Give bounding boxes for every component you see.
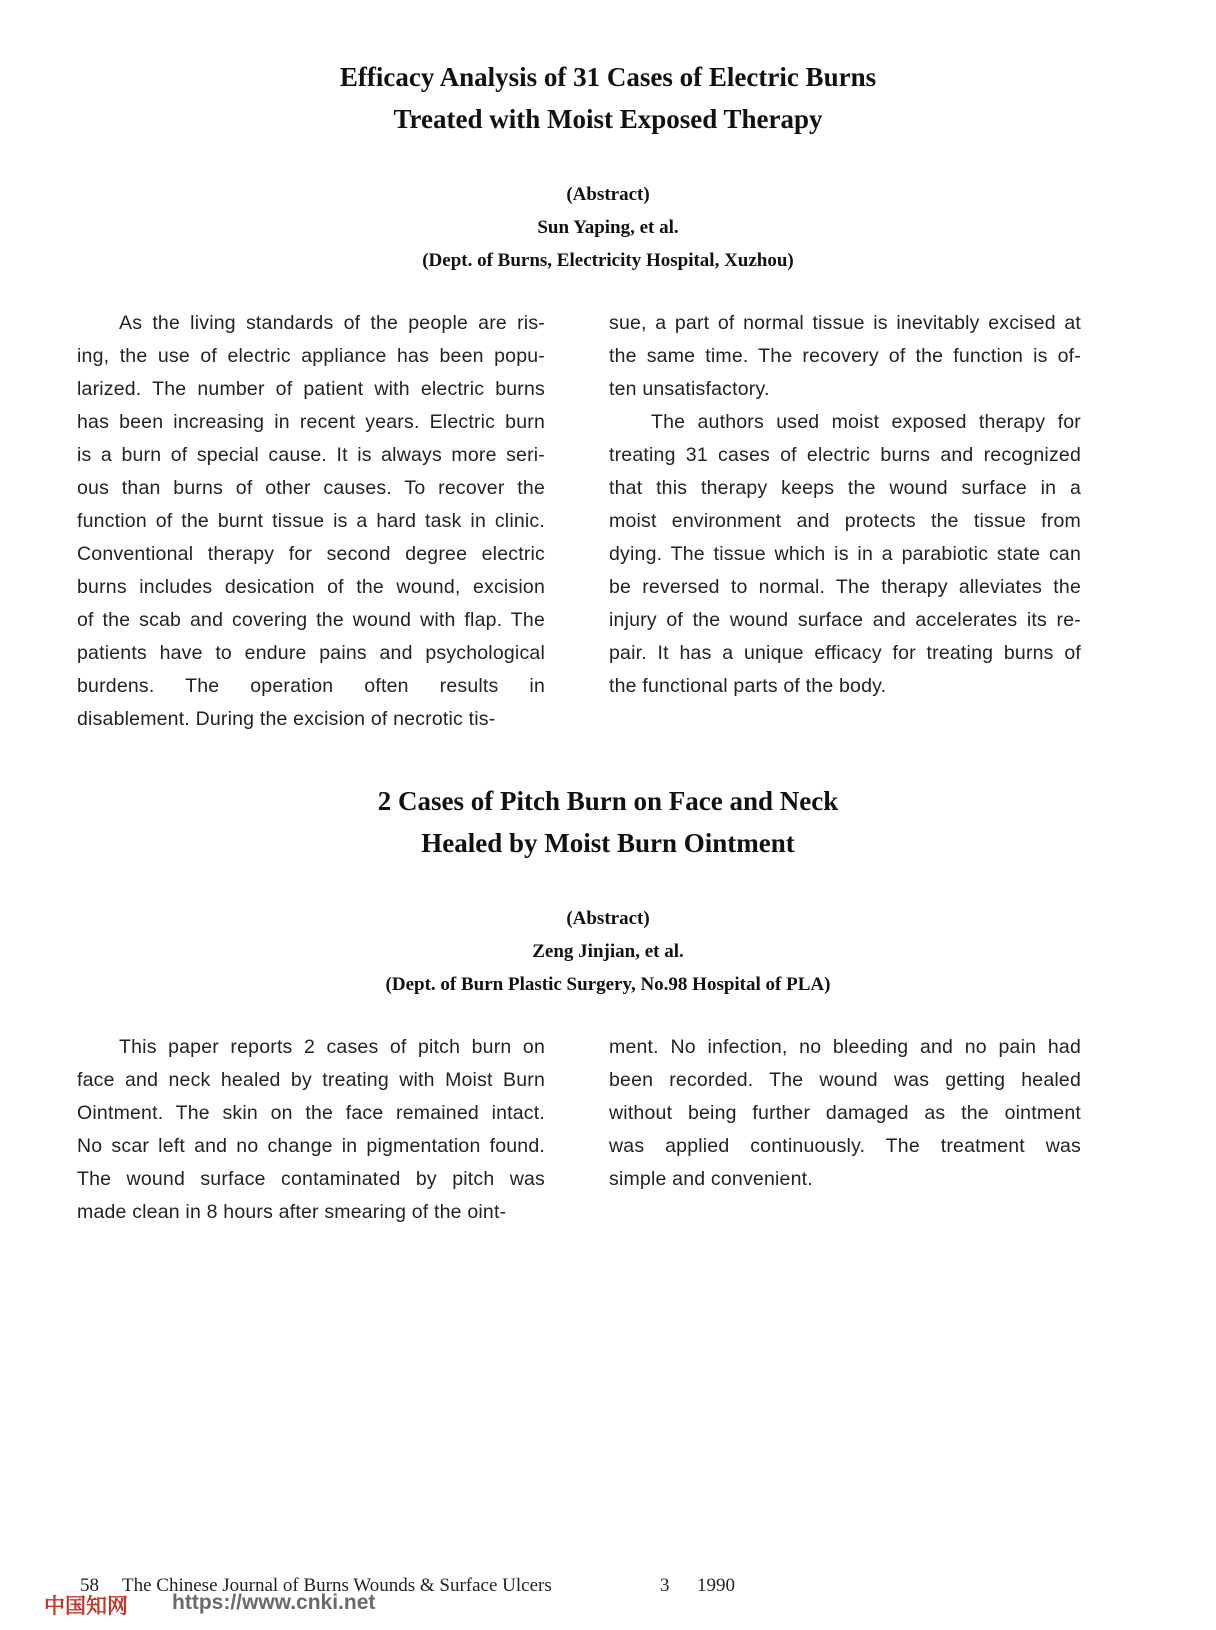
article1-right-column <box>609 307 1081 703</box>
article2-right-column <box>609 1031 1081 1196</box>
text-line: is a burn of special cause. It is always more seri- <box>77 444 545 466</box>
text-line: was applied continuously. The treatment was <box>609 1135 1081 1157</box>
text-line: ing, the use of electric appliance has been popu- <box>77 345 545 367</box>
text-line: moist environment and protects the tissue from <box>609 510 1081 532</box>
issue-number: 3 <box>660 1575 670 1596</box>
article2-label: (Abstract) <box>566 908 650 929</box>
article2-header <box>0 902 1216 1001</box>
text-line: the functional parts of the body. <box>609 675 887 697</box>
text-line: ous than burns of other causes. To recover the <box>77 477 545 499</box>
text-line: made clean in 8 hours after smearing of the oint- <box>77 1201 507 1223</box>
journal-name: The Chinese Journal of Burns Wounds & Surface Ulcers <box>122 1575 552 1596</box>
text-line: injury of the wound surface and accelerates its re- <box>609 609 1081 631</box>
text-line: sue, a part of normal tissue is inevitably excised at <box>609 312 1081 334</box>
article2-author: Zeng Jinjian, et al. <box>532 941 684 962</box>
text-line: function of the burnt tissue is a hard task in clinic. <box>77 510 545 532</box>
text-line: Conventional therapy for second degree electric <box>77 543 545 565</box>
text-line: larized. The number of patient with electric burns <box>77 378 545 400</box>
text-line: The wound surface contaminated by pitch was <box>77 1168 545 1190</box>
page-number: 58 <box>80 1575 99 1596</box>
text-line: This paper reports 2 cases of pitch burn on <box>119 1036 545 1058</box>
issue-year: 1990 <box>697 1575 735 1596</box>
text-line: the same time. The recovery of the function is of- <box>609 345 1081 367</box>
article1-header <box>0 178 1216 277</box>
article2-title-line2: Healed by Moist Burn Ointment <box>421 828 795 858</box>
text-line: As the living standards of the people are ris- <box>119 312 545 334</box>
article1-label: (Abstract) <box>566 184 650 205</box>
text-line: dying. The tissue which is in a parabiotic state can <box>609 543 1081 565</box>
text-line: burns includes desication of the wound, excision <box>77 576 545 598</box>
text-line: treating 31 cases of electric burns and recognized <box>609 444 1081 466</box>
text-line: burdens. The operation often results in <box>77 675 545 697</box>
article2-left-column <box>77 1031 545 1229</box>
text-line: pair. It has a unique efficacy for treating burns of <box>609 642 1081 664</box>
cnki-logo: 中国知网 <box>44 1594 128 1618</box>
article1-affiliation: (Dept. of Burns, Electricity Hospital, Xuzhou) <box>422 250 794 271</box>
text-line: disablement. During the excision of necrotic tis- <box>77 708 496 730</box>
article1-title-line2: Treated with Moist Exposed Therapy <box>393 104 823 134</box>
text-line: No scar left and no change in pigmentation found. <box>77 1135 545 1157</box>
text-line: Ointment. The skin on the face remained intact. <box>77 1102 545 1124</box>
text-line: be reversed to normal. The therapy alleviates the <box>609 576 1081 598</box>
text-line: face and neck healed by treating with Moist Burn <box>77 1069 545 1091</box>
article1-title-line1: Efficacy Analysis of 31 Cases of Electric Burns <box>339 62 877 92</box>
text-line: simple and convenient. <box>609 1168 813 1190</box>
article2-affiliation: (Dept. of Burn Plastic Surgery, No.98 Hospital of PLA) <box>385 974 831 995</box>
text-line: patients have to endure pains and psychological <box>77 642 545 664</box>
text-line: that this therapy keeps the wound surface in a <box>609 477 1081 499</box>
text-line: has been increasing in recent years. Electric burn <box>77 411 545 433</box>
text-line: ten unsatisfactory. <box>609 378 770 400</box>
article1-author: Sun Yaping, et al. <box>537 217 679 238</box>
article2-title-line1: 2 Cases of Pitch Burn on Face and Neck <box>377 786 839 816</box>
text-line: of the scab and covering the wound with flap. The <box>77 609 545 631</box>
article1-left-column <box>77 307 545 736</box>
cnki-url-link[interactable]: https://www.cnki.net <box>172 1591 376 1614</box>
text-line: ment. No infection, no bleeding and no pain had <box>609 1036 1081 1058</box>
text-line: without being further damaged as the ointment <box>609 1102 1081 1124</box>
text-line: been recorded. The wound was getting healed <box>609 1069 1081 1091</box>
text-line: The authors used moist exposed therapy for <box>651 411 1081 433</box>
